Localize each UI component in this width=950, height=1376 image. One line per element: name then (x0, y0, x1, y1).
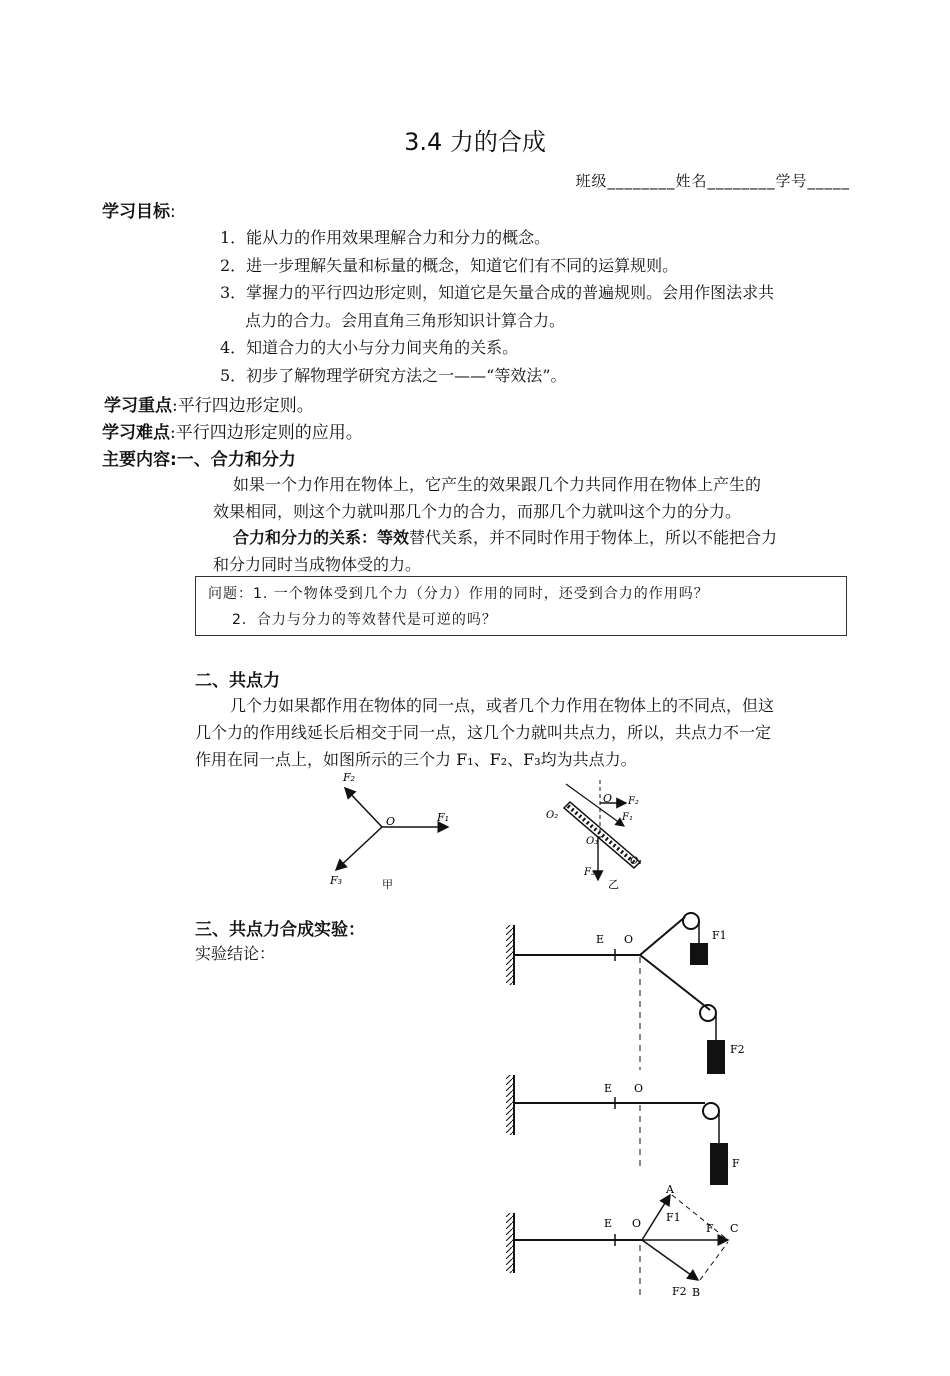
exp3-o: O (632, 1217, 642, 1230)
fig1-f1: F₁ (437, 811, 450, 824)
exp2-o: O (634, 1082, 644, 1095)
f2-arrow (345, 788, 382, 827)
fig1-caption: 甲 (382, 878, 393, 891)
exp3-b: B (692, 1286, 701, 1299)
fig2-f2: F₂ (628, 796, 639, 807)
difficulty: 学习难点:平行四边形定则的应用。 (102, 423, 363, 443)
section2-line3: 作用在同一点上，如图所示的三个力 F₁、F₂、F₃均为共点力。 (195, 750, 637, 769)
conclusion-label: 实验结论： (195, 944, 276, 963)
fig2-f1-arrow (566, 784, 624, 826)
fig2-o2: O₂ (546, 810, 559, 821)
fig1-f2: F₂ (343, 771, 356, 784)
objective-4: 4．知道合力的大小与分力间夹角的关系。 (220, 338, 519, 357)
exp3-f: F (706, 1222, 714, 1235)
exp2-f: F (732, 1157, 740, 1170)
experiment-diagram-3 (506, 1183, 738, 1299)
exp3-c: C (730, 1222, 739, 1235)
section2-line1: 几个力如果都作用在物体的同一点，或者几个力作用在物体上的不同点，但这 (230, 696, 775, 715)
fig2-o: O (603, 792, 613, 805)
fig2-f3: F₃ (584, 867, 595, 878)
objective-1: 1．能从力的作用效果理解合力和分力的概念。 (220, 228, 551, 247)
question-box (195, 576, 847, 636)
para1-line2: 效果相同，则这个力就叫那几个力的合力，而那几个力就叫这个力的分力。 (213, 502, 742, 521)
para1-line1: 如果一个力作用在物体上，它产生的效果跟几个力共同作用在物体上产生的 (233, 475, 762, 494)
exp1-e: E (596, 933, 605, 946)
section2-heading: 二、共点力 (195, 671, 280, 691)
key-point: 学习重点:平行四边形定则。 (104, 396, 314, 416)
objective-3-cont: 点力的合力。会用直角三角形知识计算合力。 (245, 311, 566, 330)
objective-2: 2．进一步理解矢量和标量的概念，知道它们有不同的运算规则。 (220, 256, 679, 275)
fig2-o1: O₁ (630, 856, 643, 867)
fig2-f1: F₁ (622, 812, 633, 823)
relation-line1: 合力和分力的关系：等效替代关系，并不同时作用于物体上，所以不能把合力 (233, 528, 778, 547)
fig1-f3: F₃ (330, 874, 343, 887)
figure-yi (540, 778, 670, 893)
exp3-a: A (666, 1183, 674, 1196)
experiment-diagram-1 (506, 913, 745, 1074)
question-1: 问题：1. 一个物体受到几个力（分力）作用的同时，还受到合力的作用吗？ (208, 586, 709, 602)
fig1-o: O (386, 815, 396, 828)
main-content-heading: 主要内容:一、合力和分力 (102, 450, 296, 470)
section2-line2: 几个力的作用线延长后相交于同一点，这几个力就叫共点力，所以，共点力不一定 (195, 723, 772, 742)
fig2-o3: O₃ (586, 836, 599, 847)
objective-5: 5．初步了解物理学研究方法之一——“等效法”。 (220, 366, 567, 385)
exp1-f2: F2 (730, 1043, 745, 1056)
exp2-e: E (604, 1082, 613, 1095)
exp3-f2: F2 (672, 1285, 687, 1298)
section3-heading: 三、共点力合成实验： (195, 920, 365, 940)
figure-jia (320, 770, 480, 895)
experiment-figures (500, 905, 770, 1300)
page-title: 3.4 力的合成 (404, 128, 546, 156)
relation-line2: 和分力同时当成物体受的力。 (213, 555, 422, 574)
exp3-f1: F1 (666, 1211, 681, 1224)
experiment-diagram-2 (506, 1075, 740, 1185)
objective-3: 3．掌握力的平行四边形定则，知道它是矢量合成的普遍规则。会用作图法求共 (220, 283, 775, 302)
f3-arrow (336, 827, 382, 870)
student-info-line: 班级________姓名________学号_____ (575, 172, 850, 190)
exp1-f1: F1 (712, 929, 727, 942)
exp1-o: O (624, 933, 634, 946)
exp3-e: E (604, 1217, 613, 1230)
fig2-caption: 乙 (608, 878, 619, 891)
question-2: 2．合力与分力的等效替代是可逆的吗？ (232, 612, 497, 628)
objectives-label: 学习目标: (102, 202, 176, 222)
